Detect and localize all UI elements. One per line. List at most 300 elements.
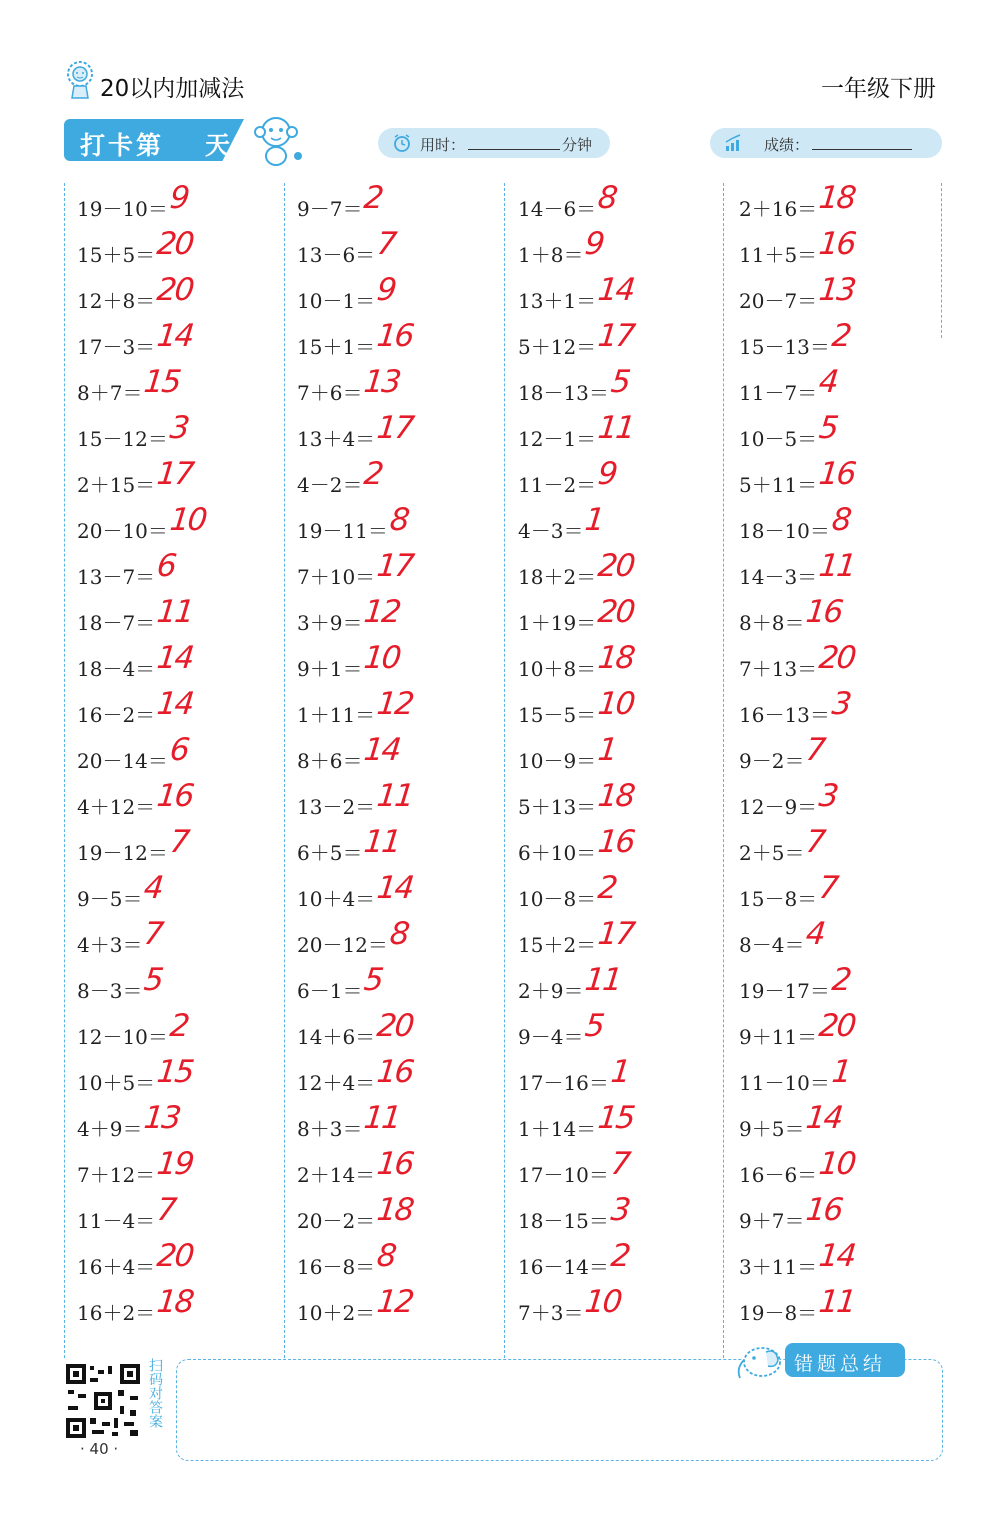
problem-item <box>297 594 400 640</box>
problem-equation: 6＋5＝ <box>297 841 363 865</box>
problem-item <box>77 870 165 916</box>
handwritten-answer[interactable]: 4 <box>804 916 827 952</box>
monkey-mascot-icon <box>250 112 308 168</box>
problem-equation: 16－14＝ <box>518 1255 609 1279</box>
problem-equation: 15－5＝ <box>518 703 597 727</box>
problem-equation: 3＋11＝ <box>739 1255 818 1279</box>
handwritten-answer[interactable]: 15 <box>155 1054 195 1090</box>
problem-item <box>77 272 193 318</box>
problem-item <box>518 1100 634 1146</box>
time-field <box>378 128 610 158</box>
problem-item <box>739 870 837 916</box>
problem-equation: 9－4＝ <box>518 1025 584 1049</box>
problem-equation: 9－5＝ <box>77 887 143 911</box>
problem-equation: 5＋11＝ <box>739 473 818 497</box>
handwritten-answer[interactable]: 18 <box>155 1284 195 1320</box>
problem-equation: 2＋15＝ <box>77 473 156 497</box>
mistake-summary-label: 错题总结 <box>794 1353 887 1375</box>
problem-equation: 2＋9＝ <box>518 979 584 1003</box>
column-divider <box>723 183 724 1358</box>
problem-item <box>739 824 827 870</box>
problem-item <box>739 1146 855 1192</box>
problem-equation: 13－2＝ <box>297 795 376 819</box>
problem-equation: 15－8＝ <box>739 887 818 911</box>
problem-equation: 15＋5＝ <box>77 243 156 267</box>
problem-equation: 10－8＝ <box>518 887 597 911</box>
problem-equation: 18－13＝ <box>518 381 609 405</box>
handwritten-answer[interactable]: 5 <box>817 410 839 446</box>
problem-equation: 16－2＝ <box>77 703 156 727</box>
handwritten-answer[interactable]: 8 <box>830 502 852 538</box>
problem-item <box>518 916 634 962</box>
handwritten-answer[interactable]: 2 <box>830 962 852 998</box>
problem-item <box>77 962 165 1008</box>
problem-item <box>518 548 634 594</box>
problem-equation: 19－12＝ <box>77 841 168 865</box>
problem-equation: 18－15＝ <box>518 1209 609 1233</box>
problem-item <box>77 1008 188 1054</box>
column-divider <box>504 183 505 1358</box>
problem-equation: 10＋8＝ <box>518 657 597 681</box>
problem-equation: 8＋7＝ <box>77 381 143 405</box>
handwritten-answer[interactable]: 11 <box>362 1100 402 1136</box>
handwritten-answer[interactable]: 3 <box>830 686 852 722</box>
problem-equation: 4＋3＝ <box>77 933 143 957</box>
qr-code-icon[interactable] <box>64 1362 142 1440</box>
handwritten-answer[interactable]: 9 <box>375 272 397 308</box>
score-chart-icon <box>724 133 744 153</box>
problem-equation: 15＋2＝ <box>518 933 597 957</box>
problem-equation: 15＋1＝ <box>297 335 376 359</box>
handwritten-answer[interactable]: 9 <box>596 456 618 492</box>
handwritten-answer[interactable]: 15 <box>142 364 182 400</box>
problem-item <box>739 1100 842 1146</box>
handwritten-answer[interactable]: 10 <box>362 640 402 676</box>
problem-item <box>739 1284 855 1330</box>
handwritten-answer[interactable]: 1 <box>583 502 606 538</box>
problem-equation: 15－13＝ <box>739 335 830 359</box>
handwritten-answer[interactable]: 10 <box>817 1146 857 1182</box>
qr-label: 扫码对答案 <box>147 1358 163 1428</box>
handwritten-answer[interactable]: 5 <box>362 962 385 998</box>
handwritten-answer[interactable]: 2 <box>596 870 618 906</box>
problem-item <box>297 456 385 502</box>
problem-item <box>297 1100 400 1146</box>
problem-item <box>518 1008 606 1054</box>
problem-equation: 13＋4＝ <box>297 427 376 451</box>
handwritten-answer[interactable]: 5 <box>142 962 165 998</box>
problem-item <box>518 778 634 824</box>
problem-equation: 10－5＝ <box>739 427 818 451</box>
problem-equation: 18＋2＝ <box>518 565 597 589</box>
problem-item <box>77 364 180 410</box>
problem-equation: 14－6＝ <box>518 197 597 221</box>
handwritten-answer[interactable]: 4 <box>142 870 165 906</box>
problem-equation: 9－7＝ <box>297 197 363 221</box>
problem-equation: 18－7＝ <box>77 611 156 635</box>
handwritten-answer[interactable]: 12 <box>362 594 402 630</box>
problem-item <box>297 180 385 226</box>
handwritten-answer[interactable]: 4 <box>817 364 839 400</box>
problem-item <box>739 686 850 732</box>
problem-item <box>297 870 413 916</box>
handwritten-answer[interactable]: 17 <box>596 318 636 354</box>
problem-equation: 17－3＝ <box>77 335 156 359</box>
handwritten-answer[interactable]: 14 <box>375 870 415 906</box>
problem-item <box>739 1192 842 1238</box>
handwritten-answer[interactable]: 16 <box>375 1054 415 1090</box>
problem-equation: 10－1＝ <box>297 289 376 313</box>
handwritten-answer[interactable]: 11 <box>817 548 857 584</box>
handwritten-answer[interactable]: 12 <box>375 686 415 722</box>
problem-item <box>518 1284 621 1330</box>
problem-equation: 13－7＝ <box>77 565 156 589</box>
problem-item <box>518 640 634 686</box>
problem-item <box>739 778 837 824</box>
problem-item <box>297 686 413 732</box>
handwritten-answer[interactable]: 8 <box>388 502 410 538</box>
problem-item <box>518 1146 629 1192</box>
handwritten-answer[interactable]: 2 <box>362 180 385 216</box>
problem-item <box>297 1146 413 1192</box>
score-field <box>710 128 942 158</box>
problem-item <box>739 1238 855 1284</box>
handwritten-answer[interactable]: 17 <box>375 410 415 446</box>
column-divider <box>941 183 942 338</box>
handwritten-answer[interactable]: 11 <box>375 778 415 814</box>
problem-item <box>739 456 855 502</box>
problem-equation: 11＋5＝ <box>739 243 818 267</box>
problem-equation: 8＋8＝ <box>739 611 805 635</box>
handwritten-answer[interactable]: 3 <box>609 1192 631 1228</box>
handwritten-answer[interactable]: 7 <box>817 870 839 906</box>
problem-equation: 10＋5＝ <box>77 1071 156 1095</box>
handwritten-answer[interactable]: 7 <box>168 824 190 860</box>
problem-item <box>297 318 413 364</box>
handwritten-answer[interactable]: 2 <box>362 456 385 492</box>
handwritten-answer[interactable]: 11 <box>817 1284 857 1320</box>
problem-equation: 8＋6＝ <box>297 749 363 773</box>
handwritten-answer[interactable]: 17 <box>155 456 195 492</box>
problem-item <box>739 1054 850 1100</box>
problem-equation: 5＋13＝ <box>518 795 597 819</box>
handwritten-answer[interactable]: 3 <box>817 778 839 814</box>
problem-equation: 1＋11＝ <box>297 703 376 727</box>
handwritten-answer[interactable]: 16 <box>817 226 857 262</box>
problem-item <box>77 824 188 870</box>
handwritten-answer[interactable]: 6 <box>168 732 190 768</box>
problem-item <box>739 364 837 410</box>
problem-item <box>739 548 855 594</box>
page-number: · 40 · <box>80 1440 119 1458</box>
handwritten-answer[interactable]: 17 <box>596 916 636 952</box>
handwritten-answer[interactable]: 8 <box>596 180 618 216</box>
problem-equation: 16－6＝ <box>739 1163 818 1187</box>
problem-equation: 8－3＝ <box>77 979 143 1003</box>
problem-item <box>297 1192 413 1238</box>
problem-item <box>739 1008 855 1054</box>
problem-item <box>297 916 408 962</box>
problem-equation: 19－11＝ <box>297 519 388 543</box>
handwritten-answer[interactable]: 20 <box>155 226 195 262</box>
problem-item <box>518 410 634 456</box>
handwritten-answer[interactable]: 10 <box>596 686 636 722</box>
grade-label: 一年级下册 <box>821 76 936 102</box>
problem-item <box>297 502 408 548</box>
handwritten-answer[interactable]: 5 <box>609 364 631 400</box>
handwritten-answer[interactable]: 2 <box>609 1238 631 1274</box>
problem-item <box>77 778 193 824</box>
problem-equation: 19－8＝ <box>739 1301 818 1325</box>
column-divider <box>284 183 285 1358</box>
handwritten-answer[interactable]: 8 <box>388 916 410 952</box>
handwritten-answer[interactable]: 2 <box>830 318 852 354</box>
problem-item <box>77 916 165 962</box>
problem-equation: 1＋19＝ <box>518 611 597 635</box>
handwritten-answer[interactable]: 20 <box>596 548 636 584</box>
problem-equation: 20－14＝ <box>77 749 168 773</box>
problem-equation: 8＋3＝ <box>297 1117 363 1141</box>
handwritten-answer[interactable]: 12 <box>375 1284 415 1320</box>
problem-item <box>77 640 193 686</box>
problem-equation: 4＋9＝ <box>77 1117 143 1141</box>
problem-equation: 20－12＝ <box>297 933 388 957</box>
handwritten-answer[interactable]: 13 <box>362 364 402 400</box>
problem-item <box>518 318 634 364</box>
problem-item <box>297 548 413 594</box>
handwritten-answer[interactable]: 7 <box>609 1146 631 1182</box>
time-input-line[interactable] <box>468 149 560 150</box>
problem-equation: 2＋14＝ <box>297 1163 376 1187</box>
problem-item <box>77 1238 193 1284</box>
problem-item <box>518 180 616 226</box>
problem-equation: 18－10＝ <box>739 519 830 543</box>
problem-item <box>297 1284 413 1330</box>
problem-equation: 7＋3＝ <box>518 1301 584 1325</box>
problem-item <box>518 962 621 1008</box>
column-divider <box>64 183 65 1358</box>
problem-equation: 8－4＝ <box>739 933 805 957</box>
problem-equation: 9－2＝ <box>739 749 805 773</box>
problem-item <box>297 364 400 410</box>
problem-equation: 9＋1＝ <box>297 657 363 681</box>
handwritten-answer[interactable]: 7 <box>155 1192 177 1228</box>
handwritten-answer[interactable]: 1 <box>609 1054 631 1090</box>
problem-item <box>77 1146 193 1192</box>
problem-equation: 13－6＝ <box>297 243 376 267</box>
problem-equation: 19－10＝ <box>77 197 168 221</box>
problem-item <box>77 1100 180 1146</box>
problem-equation: 20－2＝ <box>297 1209 376 1233</box>
problem-item <box>297 640 400 686</box>
problem-equation: 7＋10＝ <box>297 565 376 589</box>
problem-equation: 12＋4＝ <box>297 1071 376 1095</box>
problem-item <box>77 1284 193 1330</box>
problem-item <box>518 456 616 502</box>
problem-equation: 11－4＝ <box>77 1209 156 1233</box>
problem-item <box>739 180 855 226</box>
problem-equation: 17－16＝ <box>518 1071 609 1095</box>
problem-equation: 18－4＝ <box>77 657 156 681</box>
handwritten-answer[interactable]: 3 <box>168 410 190 446</box>
handwritten-answer[interactable]: 18 <box>375 1192 415 1228</box>
problem-equation: 1＋14＝ <box>518 1117 597 1141</box>
handwritten-answer[interactable]: 1 <box>596 732 618 768</box>
problem-item <box>77 1192 175 1238</box>
problem-item <box>518 824 634 870</box>
handwritten-answer[interactable]: 11 <box>155 594 195 630</box>
handwritten-answer[interactable]: 7 <box>142 916 165 952</box>
handwritten-answer[interactable]: 2 <box>168 1008 190 1044</box>
handwritten-answer[interactable]: 11 <box>583 962 623 998</box>
problem-item <box>739 410 837 456</box>
handwritten-answer[interactable]: 14 <box>817 1238 857 1274</box>
problem-item <box>297 778 413 824</box>
handwritten-answer[interactable]: 7 <box>375 226 397 262</box>
handwritten-answer[interactable]: 16 <box>804 1192 844 1228</box>
problem-equation: 16－8＝ <box>297 1255 376 1279</box>
problem-equation: 9＋11＝ <box>739 1025 818 1049</box>
handwritten-answer[interactable]: 14 <box>362 732 402 768</box>
elephant-icon <box>732 1340 788 1384</box>
problem-item <box>77 594 193 640</box>
problem-equation: 12＋8＝ <box>77 289 156 313</box>
handwritten-answer[interactable]: 7 <box>804 732 827 768</box>
handwritten-answer[interactable]: 18 <box>596 778 636 814</box>
problem-item <box>77 548 175 594</box>
problem-equation: 9＋7＝ <box>739 1209 805 1233</box>
problem-equation: 4＋12＝ <box>77 795 156 819</box>
handwritten-answer[interactable]: 14 <box>155 318 195 354</box>
problem-equation: 11－7＝ <box>739 381 818 405</box>
problem-equation: 7＋12＝ <box>77 1163 156 1187</box>
problem-item <box>518 1054 629 1100</box>
handwritten-answer[interactable]: 10 <box>583 1284 623 1320</box>
handwritten-answer[interactable]: 20 <box>155 272 195 308</box>
problem-equation: 9＋5＝ <box>739 1117 805 1141</box>
problem-equation: 15－12＝ <box>77 427 168 451</box>
handwritten-answer[interactable]: 11 <box>596 410 636 446</box>
handwritten-answer[interactable]: 14 <box>155 640 195 676</box>
handwritten-answer[interactable]: 9 <box>168 180 190 216</box>
problem-item <box>518 1192 629 1238</box>
problem-equation: 2＋5＝ <box>739 841 805 865</box>
handwritten-answer[interactable]: 13 <box>817 272 857 308</box>
handwritten-answer[interactable]: 16 <box>375 1146 415 1182</box>
problem-equation: 1＋8＝ <box>518 243 584 267</box>
problem-equation: 4－2＝ <box>297 473 363 497</box>
score-input-line[interactable] <box>812 149 912 150</box>
problem-item <box>518 594 634 640</box>
handwritten-answer[interactable]: 16 <box>804 594 844 630</box>
problem-equation: 16＋4＝ <box>77 1255 156 1279</box>
alarm-clock-icon <box>392 133 412 153</box>
problem-equation: 16＋2＝ <box>77 1301 156 1325</box>
handwritten-answer[interactable]: 15 <box>596 1100 636 1136</box>
problem-item <box>297 824 400 870</box>
handwritten-answer[interactable]: 11 <box>362 824 402 860</box>
handwritten-answer[interactable]: 10 <box>168 502 208 538</box>
problem-item <box>77 410 188 456</box>
problem-item <box>518 272 634 318</box>
problem-item <box>77 1054 193 1100</box>
problem-equation: 20－10＝ <box>77 519 168 543</box>
problem-item <box>739 732 827 778</box>
problem-item <box>739 594 842 640</box>
handwritten-answer[interactable]: 20 <box>375 1008 415 1044</box>
problem-equation: 7＋6＝ <box>297 381 363 405</box>
problem-item <box>518 502 606 548</box>
handwritten-answer[interactable]: 18 <box>596 640 636 676</box>
handwritten-answer[interactable]: 16 <box>817 456 857 492</box>
book-title: 20以内加减法 <box>100 76 245 102</box>
problem-equation: 10＋4＝ <box>297 887 376 911</box>
handwritten-answer[interactable]: 18 <box>817 180 857 216</box>
handwritten-answer[interactable]: 5 <box>583 1008 606 1044</box>
problem-equation: 4－3＝ <box>518 519 584 543</box>
problem-item <box>297 410 413 456</box>
handwritten-answer[interactable]: 1 <box>830 1054 852 1090</box>
handwritten-answer[interactable]: 7 <box>804 824 827 860</box>
problem-item <box>518 1238 629 1284</box>
problem-item <box>297 1054 413 1100</box>
handwritten-answer[interactable]: 19 <box>155 1146 195 1182</box>
handwritten-answer[interactable]: 20 <box>596 594 636 630</box>
problem-equation: 11－2＝ <box>518 473 597 497</box>
problem-item <box>77 456 193 502</box>
problem-equation: 17－10＝ <box>518 1163 609 1187</box>
handwritten-answer[interactable]: 16 <box>375 318 415 354</box>
handwritten-answer[interactable]: 14 <box>155 686 195 722</box>
problem-equation: 14－3＝ <box>739 565 818 589</box>
problem-equation: 10＋2＝ <box>297 1301 376 1325</box>
time-unit: 分钟 <box>562 136 593 154</box>
problem-equation: 6＋10＝ <box>518 841 597 865</box>
handwritten-answer[interactable]: 13 <box>142 1100 182 1136</box>
problem-item <box>77 180 188 226</box>
problem-item <box>739 640 855 686</box>
problem-item <box>739 226 855 272</box>
score-label: 成绩： <box>764 136 810 154</box>
problem-item <box>518 364 629 410</box>
handwritten-answer[interactable]: 16 <box>155 778 195 814</box>
handwritten-answer[interactable]: 9 <box>583 226 606 262</box>
problem-equation: 12－1＝ <box>518 427 597 451</box>
problem-item <box>518 226 606 272</box>
handwritten-answer[interactable]: 20 <box>817 640 857 676</box>
problem-equation: 20－7＝ <box>739 289 818 313</box>
problem-equation: 10－9＝ <box>518 749 597 773</box>
handwritten-answer[interactable]: 14 <box>596 272 636 308</box>
problem-item <box>297 272 395 318</box>
handwritten-answer[interactable]: 17 <box>375 548 415 584</box>
problem-equation: 16－13＝ <box>739 703 830 727</box>
handwritten-answer[interactable]: 6 <box>155 548 177 584</box>
handwritten-answer[interactable]: 20 <box>155 1238 195 1274</box>
problem-item <box>77 732 188 778</box>
checkin-day-suffix: 天 <box>205 131 231 160</box>
lion-logo-icon <box>64 60 96 100</box>
problem-equation: 12－9＝ <box>739 795 818 819</box>
handwritten-answer[interactable]: 16 <box>596 824 636 860</box>
problem-equation: 11－10＝ <box>739 1071 830 1095</box>
handwritten-answer[interactable]: 20 <box>817 1008 857 1044</box>
handwritten-answer[interactable]: 8 <box>375 1238 397 1274</box>
problem-item <box>518 870 616 916</box>
problem-equation: 14＋6＝ <box>297 1025 376 1049</box>
problem-item <box>297 226 395 272</box>
handwritten-answer[interactable]: 14 <box>804 1100 844 1136</box>
